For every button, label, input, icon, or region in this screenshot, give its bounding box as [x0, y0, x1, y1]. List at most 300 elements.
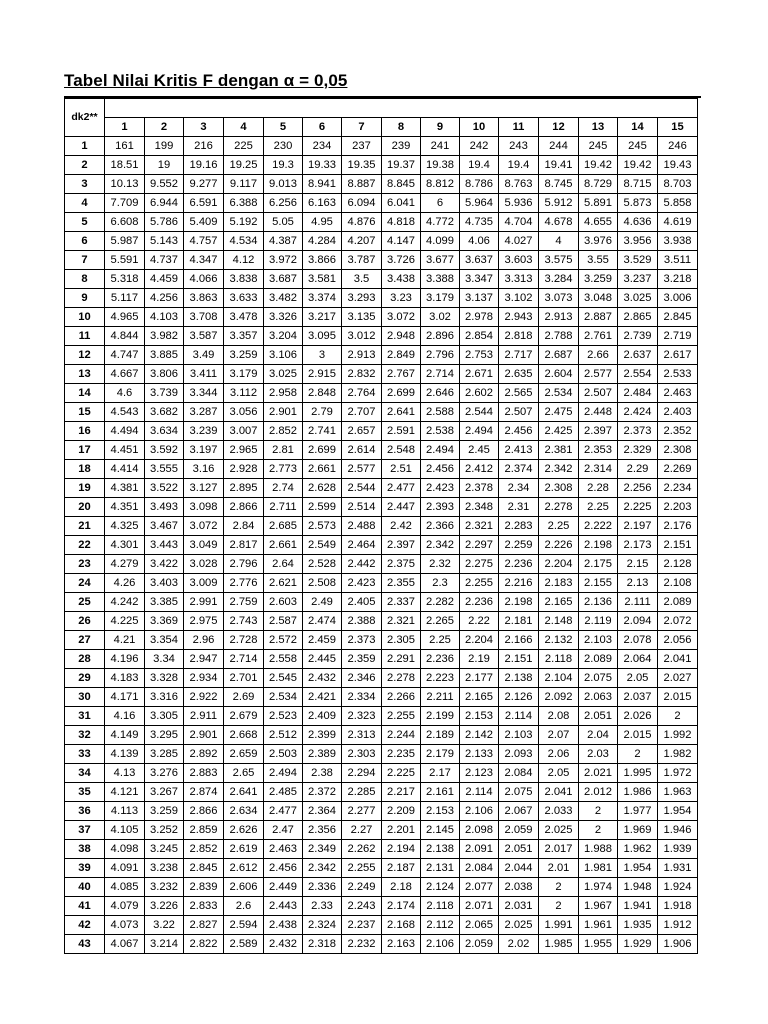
table-cell: 2.175 — [579, 555, 618, 574]
table-cell: 2.063 — [579, 688, 618, 707]
table-cell: 2.399 — [303, 726, 342, 745]
table-cell: 5.936 — [499, 194, 539, 213]
table-cell: 3.095 — [303, 327, 342, 346]
row-header-dk2: 31 — [65, 707, 105, 726]
table-cell: 2.701 — [224, 669, 264, 688]
row-header-dk2: 10 — [65, 308, 105, 327]
table-row — [65, 327, 698, 346]
table-cell: 2.773 — [264, 460, 303, 479]
table-cell: 18.51 — [105, 156, 145, 175]
table-cell: 3.467 — [145, 517, 184, 536]
table-cell: 4.737 — [145, 251, 184, 270]
table-cell: 3.511 — [658, 251, 698, 270]
table-cell: 2.776 — [224, 574, 264, 593]
table-cell: 2.657 — [342, 422, 382, 441]
table-cell: 2.17 — [421, 764, 460, 783]
table-cell: 2.534 — [264, 688, 303, 707]
table-cell: 2.067 — [499, 802, 539, 821]
table-cell: 3.787 — [342, 251, 382, 270]
table-cell: 4.067 — [105, 935, 145, 954]
table-cell: 19 — [145, 156, 184, 175]
table-cell: 2.199 — [421, 707, 460, 726]
table-cell: 2 — [618, 745, 658, 764]
table-cell: 19.43 — [658, 156, 698, 175]
table-cell: 2.456 — [264, 859, 303, 878]
row-header-dk2: 12 — [65, 346, 105, 365]
table-cell: 2.854 — [460, 327, 499, 346]
table-cell: 2.098 — [460, 821, 499, 840]
table-cell: 2.474 — [303, 612, 342, 631]
table-cell: 2.528 — [303, 555, 342, 574]
column-header-dk1: 10 — [460, 118, 499, 137]
table-cell: 2.342 — [303, 859, 342, 878]
table-cell: 3.885 — [145, 346, 184, 365]
table-cell: 2.866 — [224, 498, 264, 517]
table-cell: 3.16 — [184, 460, 224, 479]
table-cell: 2.699 — [303, 441, 342, 460]
table-cell: 4.347 — [184, 251, 224, 270]
table-cell: 2.222 — [579, 517, 618, 536]
table-cell: 3.072 — [184, 517, 224, 536]
table-cell: 2.507 — [579, 384, 618, 403]
table-cell: 2.484 — [618, 384, 658, 403]
table-cell: 3.106 — [264, 346, 303, 365]
table-cell: 2.155 — [579, 574, 618, 593]
table-cell: 230 — [264, 137, 303, 156]
table-row — [65, 612, 698, 631]
row-header-dk2: 37 — [65, 821, 105, 840]
table-cell: 3.374 — [303, 289, 342, 308]
row-header-dk2: 15 — [65, 403, 105, 422]
table-cell: 2.017 — [539, 840, 579, 859]
table-cell: 4.105 — [105, 821, 145, 840]
table-cell: 2.106 — [421, 935, 460, 954]
table-cell: 19.25 — [224, 156, 264, 175]
table-cell: 19.42 — [618, 156, 658, 175]
table-cell: 3.197 — [184, 441, 224, 460]
row-header-dk2: 21 — [65, 517, 105, 536]
table-cell: 2.091 — [460, 840, 499, 859]
table-cell: 2.424 — [618, 403, 658, 422]
row-header-dk2: 35 — [65, 783, 105, 802]
table-row — [65, 384, 698, 403]
table-cell: 2.47 — [264, 821, 303, 840]
table-cell: 2.356 — [303, 821, 342, 840]
table-cell: 3.438 — [382, 270, 421, 289]
table-cell: 2.548 — [382, 441, 421, 460]
table-cell: 2.283 — [499, 517, 539, 536]
table-cell: 3.575 — [539, 251, 579, 270]
row-header-dk2: 5 — [65, 213, 105, 232]
table-cell: 1.906 — [658, 935, 698, 954]
table-cell: 2 — [539, 897, 579, 916]
table-cell: 2.148 — [539, 612, 579, 631]
table-cell: 4.534 — [224, 232, 264, 251]
table-cell: 5.409 — [184, 213, 224, 232]
row-header-dk2: 26 — [65, 612, 105, 631]
row-header-dk2: 39 — [65, 859, 105, 878]
table-cell: 2.572 — [264, 631, 303, 650]
table-cell: 2.313 — [342, 726, 382, 745]
table-cell: 1.962 — [618, 840, 658, 859]
table-cell: 2.051 — [579, 707, 618, 726]
table-cell: 3.863 — [184, 289, 224, 308]
table-row — [65, 156, 698, 175]
table-cell: 2.285 — [342, 783, 382, 802]
table-cell: 2.533 — [658, 365, 698, 384]
column-header-dk1: 1 — [105, 118, 145, 137]
table-cell: 2.372 — [303, 783, 342, 802]
row-header-dk2: 1 — [65, 137, 105, 156]
table-cell: 19.33 — [303, 156, 342, 175]
table-cell: 2.991 — [184, 593, 224, 612]
row-header-dk2: 42 — [65, 916, 105, 935]
table-cell: 19.38 — [421, 156, 460, 175]
table-cell: 3.179 — [224, 365, 264, 384]
table-cell: 2.412 — [460, 460, 499, 479]
table-cell: 2.423 — [342, 574, 382, 593]
table-cell: 3.5 — [342, 270, 382, 289]
table-cell: 1.954 — [618, 859, 658, 878]
table-cell: 2.353 — [579, 441, 618, 460]
row-header-dk2: 38 — [65, 840, 105, 859]
table-cell: 2.456 — [499, 422, 539, 441]
table-cell: 2.346 — [342, 669, 382, 688]
table-cell: 3.326 — [264, 308, 303, 327]
header-row-top — [65, 99, 698, 118]
table-cell: 2.04 — [579, 726, 618, 745]
table-cell: 2.075 — [579, 669, 618, 688]
table-cell: 2.6 — [224, 897, 264, 916]
table-cell: 2.38 — [303, 764, 342, 783]
table-cell: 4.459 — [145, 270, 184, 289]
table-cell: 2.866 — [184, 802, 224, 821]
table-cell: 4.103 — [145, 308, 184, 327]
table-cell: 2.278 — [382, 669, 421, 688]
table-cell: 2.31 — [499, 498, 539, 517]
table-cell: 3.048 — [579, 289, 618, 308]
table-cell: 2.848 — [303, 384, 342, 403]
table-cell: 2.038 — [499, 878, 539, 897]
table-row — [65, 536, 698, 555]
table-cell: 2.126 — [499, 688, 539, 707]
table-cell: 2.442 — [342, 555, 382, 574]
table-cell: 3.179 — [421, 289, 460, 308]
table-cell: 3.478 — [224, 308, 264, 327]
table-cell: 2.189 — [421, 726, 460, 745]
table-cell: 8.715 — [618, 175, 658, 194]
table-cell: 3.098 — [184, 498, 224, 517]
row-header-dk2: 32 — [65, 726, 105, 745]
table-cell: 1.955 — [579, 935, 618, 954]
table-cell: 19.37 — [382, 156, 421, 175]
table-cell: 3.252 — [145, 821, 184, 840]
table-row — [65, 688, 698, 707]
row-header-dk2: 23 — [65, 555, 105, 574]
table-cell: 2.3 — [421, 574, 460, 593]
table-cell: 2.179 — [421, 745, 460, 764]
table-cell: 7.709 — [105, 194, 145, 213]
table-cell: 2.236 — [460, 593, 499, 612]
table-cell: 4.844 — [105, 327, 145, 346]
table-cell: 2.507 — [499, 403, 539, 422]
table-cell: 2.329 — [618, 441, 658, 460]
table-cell: 2.216 — [499, 574, 539, 593]
table-cell: 1.939 — [658, 840, 698, 859]
table-cell: 2.25 — [421, 631, 460, 650]
table-cell: 4.183 — [105, 669, 145, 688]
table-row — [65, 631, 698, 650]
table-cell: 2.485 — [264, 783, 303, 802]
table-cell: 2.364 — [303, 802, 342, 821]
table-cell: 4.21 — [105, 631, 145, 650]
table-row — [65, 574, 698, 593]
table-cell: 2.031 — [499, 897, 539, 916]
table-cell: 161 — [105, 137, 145, 156]
row-header-dk2: 40 — [65, 878, 105, 897]
table-row — [65, 308, 698, 327]
table-cell: 2.094 — [618, 612, 658, 631]
table-cell: 3.284 — [539, 270, 579, 289]
table-cell: 4.451 — [105, 441, 145, 460]
table-cell: 2.225 — [382, 764, 421, 783]
table-cell: 3.276 — [145, 764, 184, 783]
table-cell: 3.328 — [145, 669, 184, 688]
table-cell: 2.587 — [264, 612, 303, 631]
table-cell: 2.549 — [303, 536, 342, 555]
table-cell: 2.077 — [460, 878, 499, 897]
f-critical-value-table — [64, 98, 698, 954]
table-cell: 2.138 — [499, 669, 539, 688]
table-cell: 4.225 — [105, 612, 145, 631]
table-cell: 2.425 — [539, 422, 579, 441]
table-cell: 2.201 — [382, 821, 421, 840]
table-cell: 2.25 — [579, 498, 618, 517]
table-cell: 2.177 — [460, 669, 499, 688]
table-cell: 2.282 — [421, 593, 460, 612]
table-row — [65, 840, 698, 859]
table-cell: 1.974 — [579, 878, 618, 897]
table-cell: 2.84 — [224, 517, 264, 536]
table-cell: 2.065 — [460, 916, 499, 935]
table-cell: 3.806 — [145, 365, 184, 384]
table-row — [65, 194, 698, 213]
table-cell: 2.145 — [421, 821, 460, 840]
table-cell: 2.438 — [264, 916, 303, 935]
table-cell: 2.865 — [618, 308, 658, 327]
table-cell: 2.687 — [539, 346, 579, 365]
table-cell: 2.448 — [579, 403, 618, 422]
row-header-dk2: 24 — [65, 574, 105, 593]
table-row — [65, 935, 698, 954]
table-cell: 241 — [421, 137, 460, 156]
table-cell: 3.581 — [303, 270, 342, 289]
row-header-label: dk2** — [65, 99, 105, 137]
row-header-dk2: 4 — [65, 194, 105, 213]
table-cell: 2.788 — [539, 327, 579, 346]
table-cell: 3.012 — [342, 327, 382, 346]
table-cell: 4.619 — [658, 213, 698, 232]
table-cell: 2.19 — [460, 650, 499, 669]
row-header-dk2: 9 — [65, 289, 105, 308]
table-cell: 3.687 — [264, 270, 303, 289]
table-cell: 1.948 — [618, 878, 658, 897]
table-cell: 2.235 — [382, 745, 421, 764]
table-cell: 2.373 — [342, 631, 382, 650]
table-cell: 2.025 — [499, 916, 539, 935]
table-cell: 2.223 — [421, 669, 460, 688]
table-cell: 3.411 — [184, 365, 224, 384]
table-cell: 3.385 — [145, 593, 184, 612]
table-cell: 2.42 — [382, 517, 421, 536]
table-row — [65, 441, 698, 460]
table-cell: 5.192 — [224, 213, 264, 232]
table-cell: 2.66 — [579, 346, 618, 365]
table-cell: 2.153 — [421, 802, 460, 821]
table-cell: 2.477 — [264, 802, 303, 821]
table-cell: 2.084 — [460, 859, 499, 878]
table-cell: 2.381 — [539, 441, 579, 460]
table-cell: 2.021 — [579, 764, 618, 783]
table-cell: 2.822 — [184, 935, 224, 954]
table-cell: 2.183 — [539, 574, 579, 593]
table-cell: 4.351 — [105, 498, 145, 517]
table-cell: 2.494 — [264, 764, 303, 783]
table-cell: 3.049 — [184, 536, 224, 555]
table-cell: 1.972 — [658, 764, 698, 783]
table-cell: 2.389 — [303, 745, 342, 764]
table-cell: 2.337 — [382, 593, 421, 612]
table-cell: 2.978 — [460, 308, 499, 327]
table-cell: 2.187 — [382, 859, 421, 878]
table-cell: 2.041 — [539, 783, 579, 802]
table-cell: 3 — [303, 346, 342, 365]
table-row — [65, 878, 698, 897]
table-cell: 2.106 — [460, 802, 499, 821]
table-row — [65, 555, 698, 574]
table-cell: 2.51 — [382, 460, 421, 479]
table-cell: 4.242 — [105, 593, 145, 612]
column-header-dk1: 12 — [539, 118, 579, 137]
table-cell: 2.523 — [264, 707, 303, 726]
table-cell: 2.336 — [303, 878, 342, 897]
table-cell: 3.295 — [145, 726, 184, 745]
table-cell: 2.714 — [224, 650, 264, 669]
row-header-dk2: 20 — [65, 498, 105, 517]
table-cell: 4.147 — [382, 232, 421, 251]
table-cell: 3.238 — [145, 859, 184, 878]
table-cell: 2.494 — [421, 441, 460, 460]
table-cell: 6.388 — [224, 194, 264, 213]
table-cell: 2.761 — [579, 327, 618, 346]
table-cell: 4.381 — [105, 479, 145, 498]
table-cell: 1.912 — [658, 916, 698, 935]
table-cell: 3.259 — [224, 346, 264, 365]
table-cell: 2.303 — [342, 745, 382, 764]
table-row — [65, 251, 698, 270]
table-cell: 4.636 — [618, 213, 658, 232]
table-cell: 2.15 — [618, 555, 658, 574]
table-cell: 246 — [658, 137, 698, 156]
table-cell: 8.729 — [579, 175, 618, 194]
table-cell: 2.204 — [539, 555, 579, 574]
table-cell: 2 — [579, 802, 618, 821]
table-cell: 2.728 — [224, 631, 264, 650]
table-cell: 19.42 — [579, 156, 618, 175]
table-cell: 2.64 — [264, 555, 303, 574]
table-cell: 3.482 — [264, 289, 303, 308]
table-cell: 1.969 — [618, 821, 658, 840]
table-cell: 2.198 — [499, 593, 539, 612]
table-cell: 3.313 — [499, 270, 539, 289]
table-row — [65, 479, 698, 498]
table-cell: 3.214 — [145, 935, 184, 954]
table-cell: 19.3 — [264, 156, 303, 175]
table-cell: 3.259 — [579, 270, 618, 289]
table-cell: 4.95 — [303, 213, 342, 232]
table-cell: 2.534 — [539, 384, 579, 403]
table-cell: 2.236 — [499, 555, 539, 574]
table-cell: 4.965 — [105, 308, 145, 327]
table-cell: 2.577 — [579, 365, 618, 384]
header-spacer-cell — [105, 99, 698, 118]
table-cell: 2.181 — [499, 612, 539, 631]
table-cell: 4 — [539, 232, 579, 251]
table-cell: 2.114 — [460, 783, 499, 802]
table-cell: 3.316 — [145, 688, 184, 707]
table-cell: 2.138 — [421, 840, 460, 859]
table-cell: 1.981 — [579, 859, 618, 878]
table-row — [65, 707, 698, 726]
table-row — [65, 517, 698, 536]
table-row — [65, 213, 698, 232]
table-cell: 3.226 — [145, 897, 184, 916]
table-cell: 2.503 — [264, 745, 303, 764]
table-cell: 3.587 — [184, 327, 224, 346]
table-cell: 2.943 — [499, 308, 539, 327]
table-cell: 2.707 — [342, 403, 382, 422]
table-cell: 2.28 — [579, 479, 618, 498]
table-cell: 1.977 — [618, 802, 658, 821]
table-cell: 2.477 — [382, 479, 421, 498]
table-cell: 3.127 — [184, 479, 224, 498]
table-cell: 4.149 — [105, 726, 145, 745]
table-cell: 2.153 — [460, 707, 499, 726]
table-cell: 8.845 — [382, 175, 421, 194]
table-cell: 5.964 — [460, 194, 499, 213]
table-cell: 2.278 — [539, 498, 579, 517]
table-cell: 1.991 — [539, 916, 579, 935]
table-cell: 2.617 — [658, 346, 698, 365]
table-cell: 1.931 — [658, 859, 698, 878]
table-cell: 2.33 — [303, 897, 342, 916]
table-cell: 2.089 — [579, 650, 618, 669]
table-cell: 2.236 — [421, 650, 460, 669]
table-row — [65, 650, 698, 669]
table-cell: 19.41 — [539, 156, 579, 175]
table-cell: 5.987 — [105, 232, 145, 251]
table-cell: 2.075 — [499, 783, 539, 802]
table-cell: 3.739 — [145, 384, 184, 403]
table-cell: 2.975 — [184, 612, 224, 631]
table-cell: 245 — [618, 137, 658, 156]
table-cell: 2.591 — [382, 422, 421, 441]
table-cell: 2.06 — [539, 745, 579, 764]
table-cell: 2.845 — [658, 308, 698, 327]
table-cell: 2.166 — [499, 631, 539, 650]
table-cell: 2.604 — [539, 365, 579, 384]
table-cell: 6.944 — [145, 194, 184, 213]
